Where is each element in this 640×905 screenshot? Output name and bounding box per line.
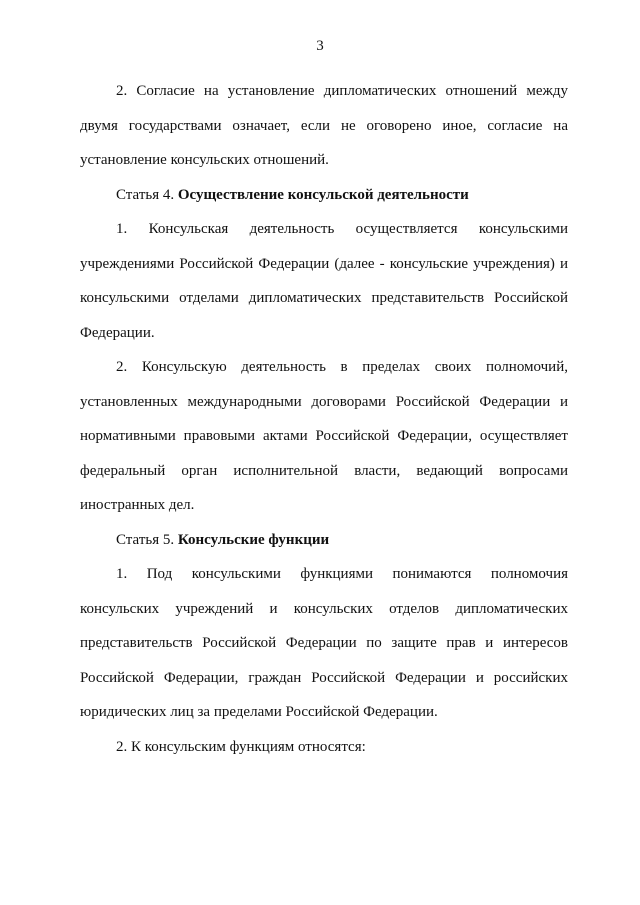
article-4-title: Осуществление консульской деятельности <box>177 186 469 203</box>
article-5-number: Статья 5. <box>116 531 175 548</box>
paragraph-article5-item1: 1. Под консульскими функциями понимаются полномочия консульских учреждений и консульских отделов дипломатических представительств Российской Федерации по защите прав и интересов Российской Федерации, граждан Российской Федерации и российских юридических лиц за пределами Российской Федерации. <box>80 566 568 720</box>
page-number: 3 <box>316 38 324 54</box>
article-5-title: Консульские функции <box>177 531 330 548</box>
paragraph-article4-item2: 2. Консульскую деятельность в пределах своих полномочий, установленных международными договорами Российской Федерации и нормативными правовыми актами Российской Федерации, осуществляет федеральный орган исполнительной власти, ведающий вопросами иностранных дел. <box>80 359 568 513</box>
paragraph-article5-item2: 2. К консульским функциям относятся: <box>116 738 366 755</box>
paragraph-article4-item1: 1. Консульская деятельность осуществляется консульскими учреждениями Российской Федерации (далее - консульские учреждения) и консульскими отделами дипломатических представительств Российской Федерации. <box>80 221 568 341</box>
article-4-number: Статья 4. <box>116 186 175 203</box>
article-5-heading <box>80 523 568 558</box>
document-body <box>80 74 568 764</box>
paragraph-article3-item2: 2. Согласие на установление дипломатических отношений между двумя государствами означает, если не оговорено иное, согласие на установление консульских отношений. <box>80 83 568 168</box>
article-4-heading <box>80 178 568 213</box>
